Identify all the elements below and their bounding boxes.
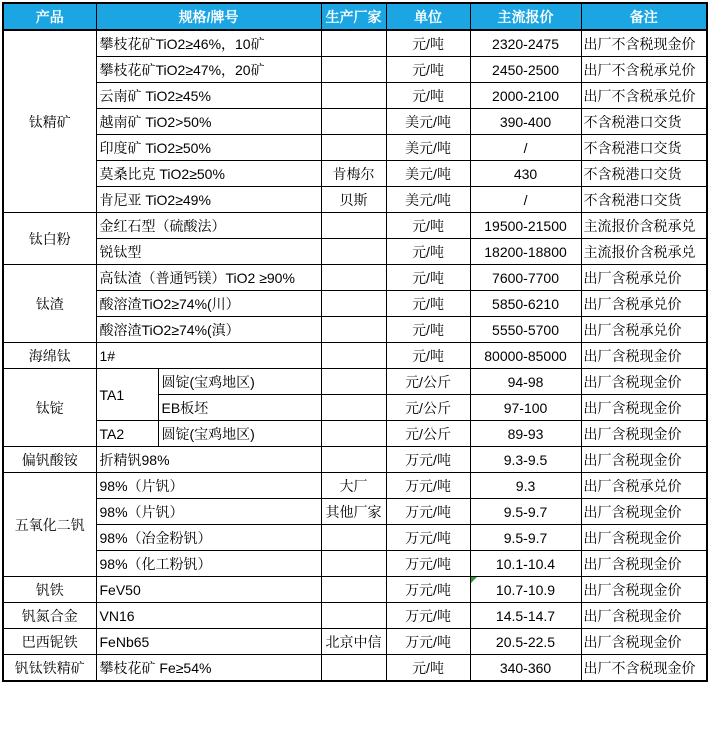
remark-cell: 出厂含税现金价 [581, 525, 707, 551]
spec-cell: 肯尼亚 TiO2≥49% [96, 187, 321, 213]
producer-cell: 肯梅尔 [321, 161, 386, 187]
unit-cell: 美元/吨 [386, 187, 470, 213]
price-cell: 97-100 [470, 395, 581, 421]
remark-cell: 出厂不含税承兑价 [581, 57, 707, 83]
unit-cell: 美元/吨 [386, 161, 470, 187]
table-row [3, 603, 707, 629]
spec-cell: 攀枝花矿TiO2≥46%，10矿 [96, 30, 321, 57]
remark-cell: 不含税港口交货 [581, 109, 707, 135]
remark-cell: 不含税港口交货 [581, 187, 707, 213]
remark-cell: 出厂含税现金价 [581, 369, 707, 395]
table-row [3, 83, 707, 109]
spec-cell: 98%（冶金粉钒） [96, 525, 321, 551]
product-cell: 钛渣 [3, 265, 96, 343]
producer-cell: 北京中信 [321, 629, 386, 655]
price-cell: 80000-85000 [470, 343, 581, 369]
column-header-producer: 生产厂家 [321, 3, 386, 30]
remark-cell: 出厂含税现金价 [581, 499, 707, 525]
remark-cell: 出厂含税承兑价 [581, 265, 707, 291]
remark-cell: 主流报价含税承兑 [581, 213, 707, 239]
producer-cell [321, 135, 386, 161]
spec-cell: 金红石型（硫酸法） [96, 213, 321, 239]
spec-cell: 圆锭(宝鸡地区) [158, 369, 321, 395]
price-cell: 9.3 [470, 473, 581, 499]
spec-cell: 锐钛型 [96, 239, 321, 265]
price-cell: 430 [470, 161, 581, 187]
spec-cell: 98%（片钒） [96, 473, 321, 499]
remark-cell: 出厂含税现金价 [581, 421, 707, 447]
spec-cell: 攀枝花矿TiO2≥47%，20矿 [96, 57, 321, 83]
remark-cell: 主流报价含税承兑 [581, 239, 707, 265]
price-cell: / [470, 187, 581, 213]
table-row [3, 187, 707, 213]
table-row [3, 447, 707, 473]
table-row [3, 421, 707, 447]
producer-cell [321, 421, 386, 447]
column-header-spec: 规格/牌号 [96, 3, 321, 30]
price-cell: 5550-5700 [470, 317, 581, 343]
table-row [3, 161, 707, 187]
table-row [3, 30, 707, 57]
product-cell: 钒氮合金 [3, 603, 96, 629]
producer-cell [321, 317, 386, 343]
producer-cell [321, 343, 386, 369]
remark-cell: 出厂含税承兑价 [581, 473, 707, 499]
product-cell: 五氧化二钒 [3, 473, 96, 577]
table-row [3, 317, 707, 343]
producer-cell [321, 369, 386, 395]
unit-cell: 元/公斤 [386, 369, 470, 395]
price-cell: 9.5-9.7 [470, 525, 581, 551]
product-cell: 钛白粉 [3, 213, 96, 265]
producer-cell [321, 213, 386, 239]
producer-cell [321, 655, 386, 682]
column-header-unit: 单位 [386, 3, 470, 30]
unit-cell: 元/吨 [386, 291, 470, 317]
unit-cell: 万元/吨 [386, 499, 470, 525]
unit-cell: 元/吨 [386, 57, 470, 83]
remark-cell: 不含税港口交货 [581, 161, 707, 187]
table-row [3, 343, 707, 369]
remark-cell: 出厂含税现金价 [581, 551, 707, 577]
price-cell: 89-93 [470, 421, 581, 447]
unit-cell: 美元/吨 [386, 109, 470, 135]
table-row [3, 239, 707, 265]
table-body [3, 30, 707, 681]
price-table [2, 2, 708, 682]
table-row [3, 655, 707, 682]
grade-cell: TA2 [96, 421, 158, 447]
price-cell: 390-400 [470, 109, 581, 135]
product-cell: 巴西铌铁 [3, 629, 96, 655]
price-cell: 5850-6210 [470, 291, 581, 317]
unit-cell: 元/吨 [386, 343, 470, 369]
unit-cell: 万元/吨 [386, 525, 470, 551]
product-cell: 钒铁 [3, 577, 96, 603]
producer-cell [321, 291, 386, 317]
unit-cell: 万元/吨 [386, 603, 470, 629]
spec-cell: VN16 [96, 603, 321, 629]
table-row [3, 551, 707, 577]
price-cell: 14.5-14.7 [470, 603, 581, 629]
spec-cell: 莫桑比克 TiO2≥50% [96, 161, 321, 187]
price-cell: 7600-7700 [470, 265, 581, 291]
spec-cell: 酸溶渣TiO2≥74%(川） [96, 291, 321, 317]
table-row [3, 291, 707, 317]
spec-cell: 越南矿 TiO2>50% [96, 109, 321, 135]
unit-cell: 元/吨 [386, 213, 470, 239]
remark-cell: 出厂含税现金价 [581, 343, 707, 369]
remark-cell: 出厂不含税现金价 [581, 655, 707, 682]
remark-cell: 出厂含税现金价 [581, 603, 707, 629]
unit-cell: 万元/吨 [386, 577, 470, 603]
spec-cell: 高钛渣（普通钙镁）TiO2 ≥90% [96, 265, 321, 291]
remark-cell: 出厂含税现金价 [581, 395, 707, 421]
table-row [3, 499, 707, 525]
producer-cell [321, 109, 386, 135]
price-cell: 20.5-22.5 [470, 629, 581, 655]
remark-cell: 出厂不含税承兑价 [581, 83, 707, 109]
unit-cell: 元/公斤 [386, 395, 470, 421]
column-header-remark: 备注 [581, 3, 707, 30]
table-row [3, 109, 707, 135]
producer-cell [321, 265, 386, 291]
unit-cell: 元/公斤 [386, 421, 470, 447]
producer-cell [321, 577, 386, 603]
spec-cell: FeV50 [96, 577, 321, 603]
unit-cell: 万元/吨 [386, 629, 470, 655]
spec-cell: 折精钒98% [96, 447, 321, 473]
unit-cell: 万元/吨 [386, 473, 470, 499]
spec-cell: 圆锭(宝鸡地区) [158, 421, 321, 447]
producer-cell [321, 30, 386, 57]
price-cell: 10.1-10.4 [470, 551, 581, 577]
product-cell: 偏钒酸铵 [3, 447, 96, 473]
spec-cell: 酸溶渣TiO2≥74%(滇） [96, 317, 321, 343]
product-cell: 钛精矿 [3, 30, 96, 213]
producer-cell [321, 83, 386, 109]
price-cell: 2320-2475 [470, 30, 581, 57]
remark-cell: 出厂不含税现金价 [581, 30, 707, 57]
unit-cell: 美元/吨 [386, 135, 470, 161]
producer-cell: 其他厂家 [321, 499, 386, 525]
product-cell: 海绵钛 [3, 343, 96, 369]
remark-cell: 出厂含税承兑价 [581, 317, 707, 343]
remark-cell: 出厂含税现金价 [581, 629, 707, 655]
unit-cell: 元/吨 [386, 30, 470, 57]
unit-cell: 元/吨 [386, 239, 470, 265]
table-row [3, 135, 707, 161]
table-header [3, 3, 707, 30]
price-cell: / [470, 135, 581, 161]
unit-cell: 元/吨 [386, 83, 470, 109]
spec-cell: 攀枝花矿 Fe≥54% [96, 655, 321, 682]
producer-cell [321, 57, 386, 83]
column-header-price: 主流报价 [470, 3, 581, 30]
remark-cell: 不含税港口交货 [581, 135, 707, 161]
product-cell: 钛锭 [3, 369, 96, 447]
unit-cell: 元/吨 [386, 655, 470, 682]
unit-cell: 万元/吨 [386, 447, 470, 473]
table-row [3, 265, 707, 291]
spec-cell: FeNb65 [96, 629, 321, 655]
table-row [3, 525, 707, 551]
remark-cell: 出厂含税现金价 [581, 447, 707, 473]
remark-cell: 出厂含税现金价 [581, 577, 707, 603]
table-row [3, 473, 707, 499]
price-cell: 340-360 [470, 655, 581, 682]
producer-cell [321, 239, 386, 265]
price-cell: 19500-21500 [470, 213, 581, 239]
price-cell: 9.5-9.7 [470, 499, 581, 525]
price-cell: 10.7-10.9 [470, 577, 581, 603]
grade-cell: TA1 [96, 369, 158, 421]
producer-cell [321, 525, 386, 551]
price-cell: 2450-2500 [470, 57, 581, 83]
unit-cell: 元/吨 [386, 265, 470, 291]
spec-cell: 印度矿 TiO2≥50% [96, 135, 321, 161]
unit-cell: 万元/吨 [386, 551, 470, 577]
column-header-product: 产品 [3, 3, 96, 30]
spec-cell: EB板坯 [158, 395, 321, 421]
spec-cell: 98%（片钒） [96, 499, 321, 525]
producer-cell [321, 395, 386, 421]
remark-cell: 出厂含税承兑价 [581, 291, 707, 317]
table-row [3, 577, 707, 603]
price-cell: 9.3-9.5 [470, 447, 581, 473]
product-cell: 钒钛铁精矿 [3, 655, 96, 682]
cell-note-marker-icon [471, 577, 477, 583]
unit-cell: 元/吨 [386, 317, 470, 343]
table-row [3, 629, 707, 655]
spec-cell: 1# [96, 343, 321, 369]
table-row [3, 57, 707, 83]
price-cell: 2000-2100 [470, 83, 581, 109]
producer-cell [321, 447, 386, 473]
producer-cell: 大厂 [321, 473, 386, 499]
spec-cell: 云南矿 TiO2≥45% [96, 83, 321, 109]
producer-cell: 贝斯 [321, 187, 386, 213]
table-row [3, 213, 707, 239]
price-cell: 94-98 [470, 369, 581, 395]
header-row [3, 3, 707, 30]
producer-cell [321, 551, 386, 577]
price-cell: 18200-18800 [470, 239, 581, 265]
producer-cell [321, 603, 386, 629]
table-row [3, 369, 707, 395]
spec-cell: 98%（化工粉钒） [96, 551, 321, 577]
